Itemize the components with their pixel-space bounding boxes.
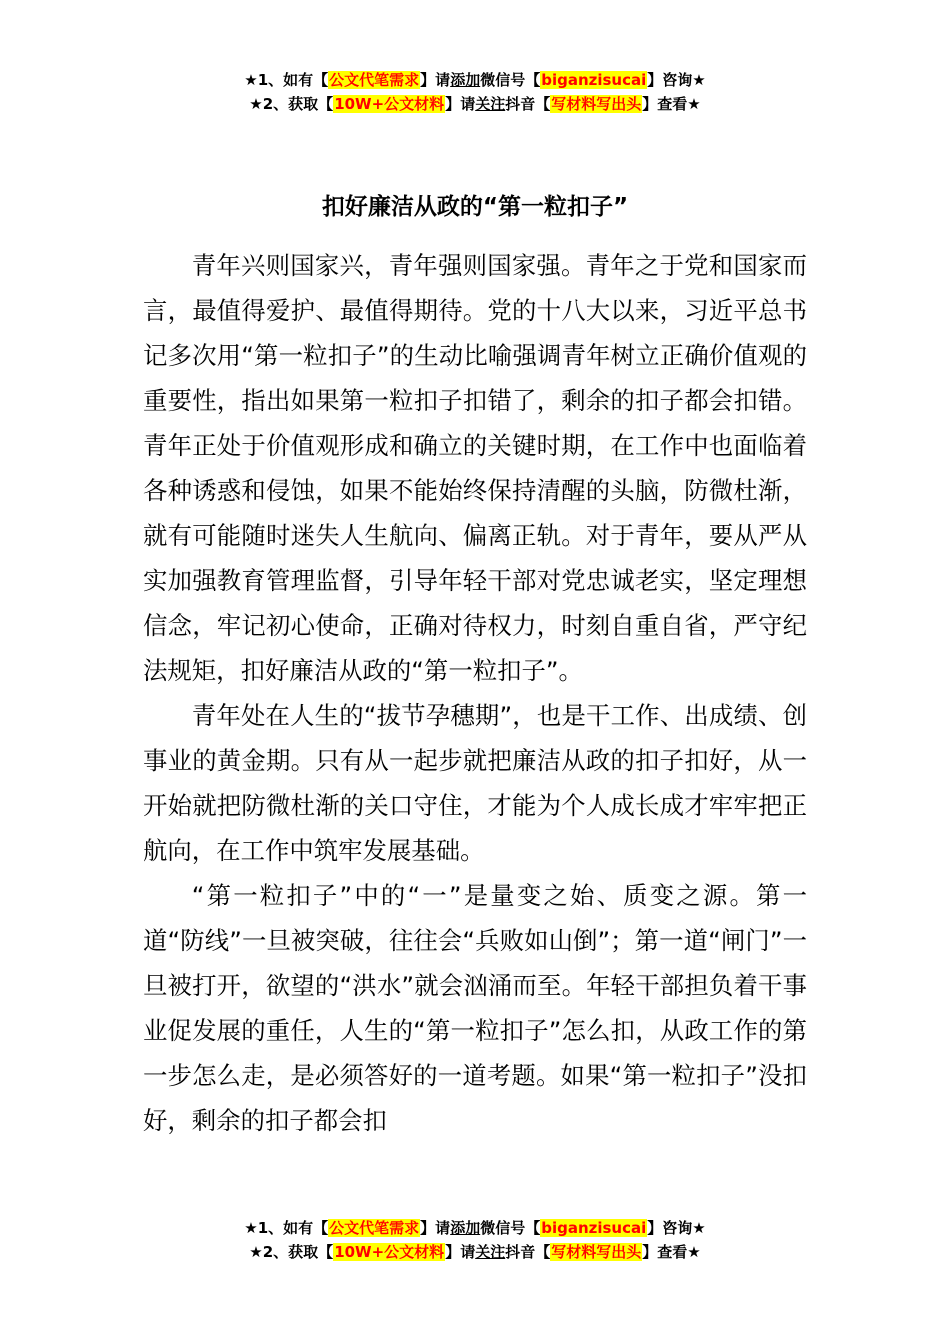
banner-text: ★1、如有【 — [244, 71, 329, 89]
banner-text: 】请 — [445, 1243, 476, 1261]
header-banner-line-1 — [0, 68, 950, 92]
banner-text: 】查看★ — [642, 95, 701, 113]
banner-text: ★1、如有【 — [244, 1219, 329, 1237]
banner-underlined-text: 添加 — [450, 71, 481, 89]
body-paragraph-1: 青年兴则国家兴，青年强则国家强。青年之于党和国家而言，最值得爱护、最值得期待。党的十八大以来，习近平总书记多次用“第一粒扣子”的生动比喻强调青年树立正确价值观的重要性，指出如果第一粒扣子扣错了，剩余的扣子都会扣错。青年正处于价值观形成和确立的关键时期，在工作中也面临着各种诱惑和侵蚀，如果不能始终保持清醒的头脑，防微杜渐，就有可能随时迷失人生航向、偏离正轨。对于青年，要从严从实加强教育管理监督，引导年轻干部对党忠诚老实，坚定理想信念，牢记初心使命，正确对待权力，时刻自重自省，严守纪法规矩，扣好廉洁从政的“第一粒扣子”。 — [143, 251, 807, 685]
document-title: 扣好廉洁从政的“第一粒扣子” — [321, 194, 629, 220]
footer-banner-line-2 — [0, 1240, 950, 1264]
banner-text: 】咨询★ — [647, 1219, 706, 1237]
banner-text: ★2、获取【 — [249, 95, 334, 113]
banner-highlight: 公文代笔需求 — [329, 1219, 420, 1237]
banner-text: 】查看★ — [642, 1243, 701, 1261]
banner-highlight: biganzisucai — [541, 1219, 647, 1237]
footer-banner — [0, 1216, 950, 1264]
header-banner-line-2 — [0, 92, 950, 116]
banner-underlined-text: 关注 — [475, 95, 506, 113]
banner-underlined-text: 添加 — [450, 1219, 481, 1237]
header-banner — [0, 68, 950, 116]
banner-text: 微信号【 — [480, 1219, 541, 1237]
banner-highlight: 写材料写出头 — [551, 95, 642, 113]
banner-text: 】请 — [420, 71, 451, 89]
banner-highlight: biganzisucai — [541, 71, 647, 89]
banner-text: 】请 — [420, 1219, 451, 1237]
banner-text: 抖音【 — [505, 1243, 551, 1261]
banner-text: 】请 — [445, 95, 476, 113]
banner-text: ★2、获取【 — [249, 1243, 334, 1261]
banner-highlight: 写材料写出头 — [551, 1243, 642, 1261]
banner-highlight: 公文代笔需求 — [329, 71, 420, 89]
banner-text: 微信号【 — [480, 71, 541, 89]
banner-underlined-text: 关注 — [475, 1243, 506, 1261]
banner-text: 】咨询★ — [647, 71, 706, 89]
banner-highlight: 10W+公文材料 — [334, 95, 445, 113]
body-paragraph-2: 青年处在人生的“拔节孕穗期”，也是干工作、出成绩、创事业的黄金期。只有从一起步就把廉洁从政的扣子扣好，从一开始就把防微杜渐的关口守住，才能为个人成长成才牢牢把正航向，在工作中筑牢发展基础。 — [143, 701, 807, 865]
body-paragraph-3: “第一粒扣子”中的“一”是量变之始、质变之源。第一道“防线”一旦被突破，往往会“兵败如山倒”；第一道“闸门”一旦被打开，欲望的“洪水”就会汹涌而至。年轻干部担负着干事业促发展的重任，人生的“第一粒扣子”怎么扣，从政工作的第一步怎么走，是必须答好的一道考题。如果“第一粒扣子”没扣好，剩余的扣子都会扣 — [143, 881, 807, 1135]
banner-highlight: 10W+公文材料 — [334, 1243, 445, 1261]
footer-banner-line-1 — [0, 1216, 950, 1240]
document-body — [143, 243, 807, 1143]
banner-text: 抖音【 — [505, 95, 551, 113]
